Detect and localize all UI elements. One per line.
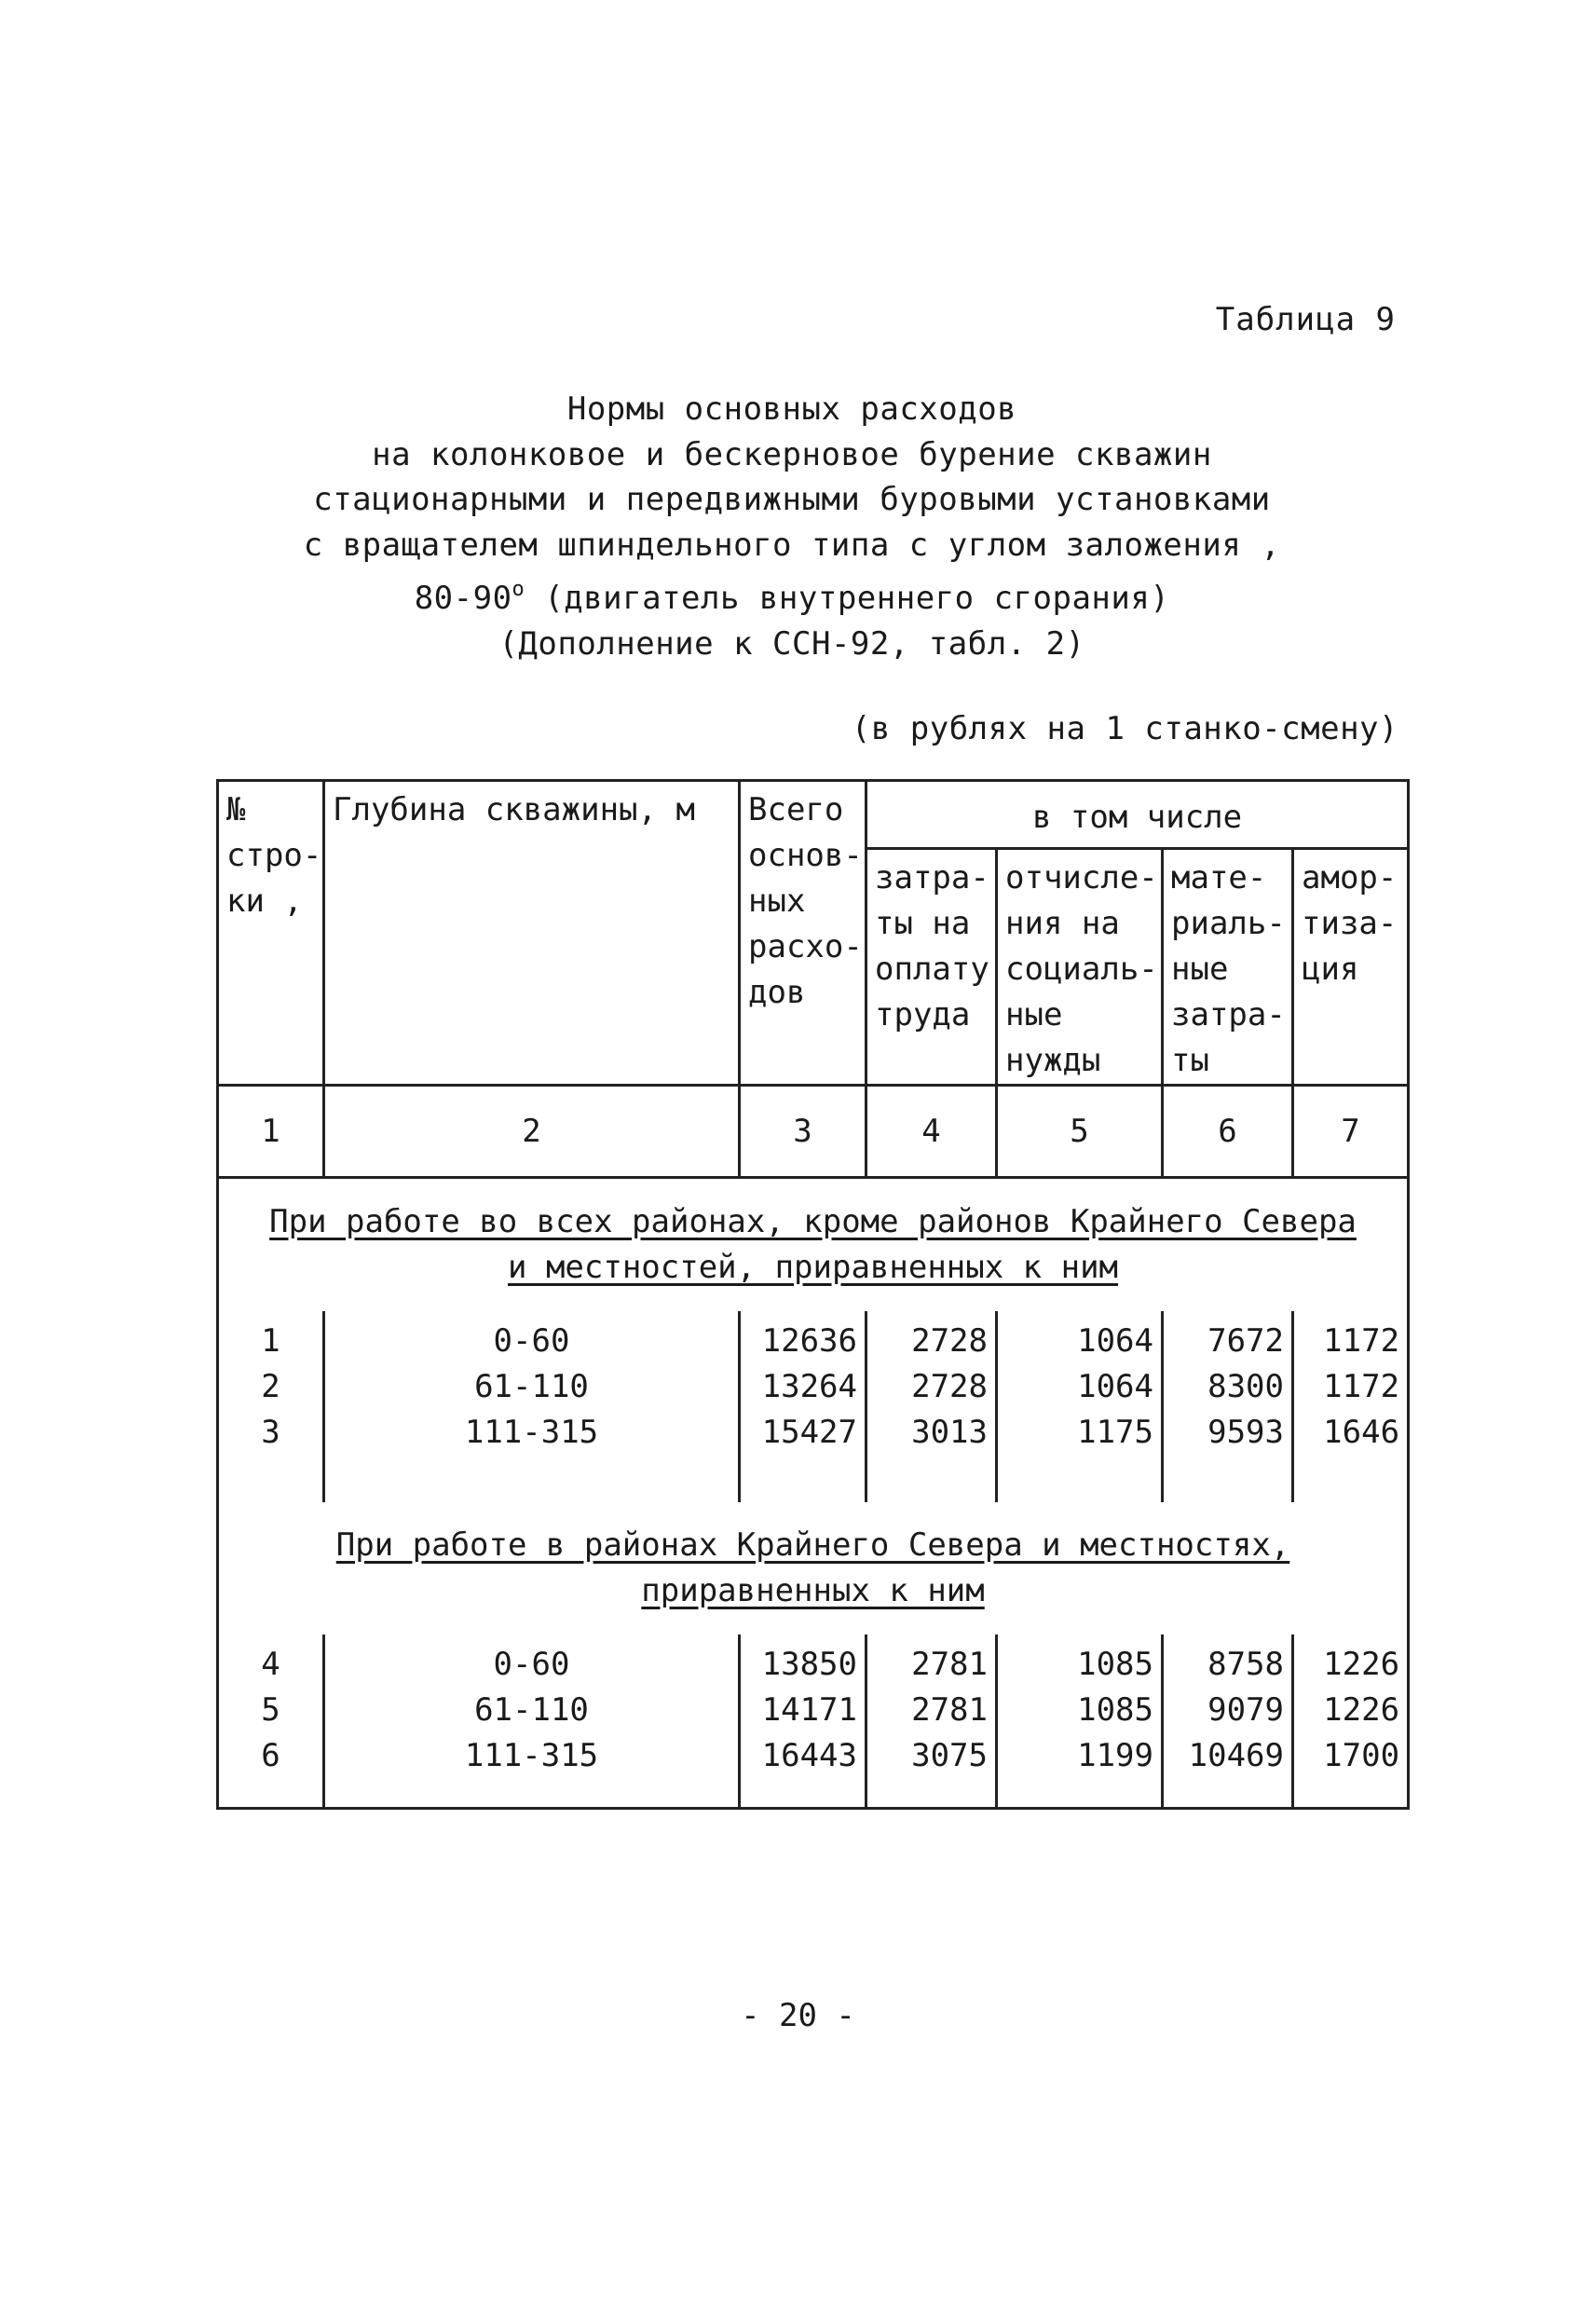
row-materials: 8300 (1163, 1364, 1293, 1410)
row-number: 1 (218, 1311, 324, 1364)
col-number-2: 2 (324, 1086, 740, 1178)
table-row (218, 1311, 1409, 1364)
header-social: отчисле- ния на социаль- ные нужды (997, 849, 1163, 1086)
row-number: 4 (218, 1635, 324, 1688)
section-title (218, 1178, 1409, 1312)
section-header-row (218, 1502, 1409, 1635)
row-materials: 9079 (1163, 1688, 1293, 1733)
row-materials: 7672 (1163, 1311, 1293, 1364)
section-title-line-1: При работе во всех районах, кроме районов Крайнего Севера (269, 1203, 1357, 1240)
table-row (218, 1364, 1409, 1410)
header-depth: Глубина скважины, м (324, 781, 740, 1086)
row-number: 6 (218, 1733, 324, 1809)
row-materials: 9593 (1163, 1410, 1293, 1502)
row-amortization: 1226 (1293, 1635, 1409, 1688)
units-note: (в рублях на 1 станко-смену) (851, 710, 1398, 747)
table-row (218, 1410, 1409, 1502)
table-row (218, 1688, 1409, 1733)
col-number-7: 7 (1293, 1086, 1409, 1178)
col-number-5: 5 (997, 1086, 1163, 1178)
row-amortization: 1700 (1293, 1733, 1409, 1809)
column-numbers-row (218, 1086, 1409, 1178)
title-line-6: (Дополнение к ССН-92, табл. 2) (498, 624, 1085, 663)
col-number-1: 1 (218, 1086, 324, 1178)
section-header-row (218, 1178, 1409, 1312)
row-social: 1175 (997, 1410, 1163, 1502)
title-line-4: с вращателем шпиндельного типа с углом заложения , (303, 526, 1281, 564)
row-amortization: 1172 (1293, 1311, 1409, 1364)
row-labor: 2728 (866, 1311, 997, 1364)
row-social: 1064 (997, 1311, 1163, 1364)
title-line-3: стационарными и передвижными буровыми установками (313, 481, 1271, 518)
row-depth: 111-315 (324, 1733, 740, 1809)
title-line-5 (280, 568, 1304, 622)
row-number: 3 (218, 1410, 324, 1502)
row-number: 5 (218, 1688, 324, 1733)
table-row (218, 1733, 1409, 1809)
row-total: 13264 (740, 1364, 866, 1410)
section-title-line-2: приравненных к ним (641, 1572, 985, 1609)
table-title (280, 387, 1304, 666)
row-amortization: 1172 (1293, 1364, 1409, 1410)
row-total: 12636 (740, 1311, 866, 1364)
row-social: 1085 (997, 1635, 1163, 1688)
section-title-line-1: При работе в районах Крайнего Севера и местностях, (335, 1526, 1290, 1564)
row-social: 1064 (997, 1364, 1163, 1410)
row-total: 16443 (740, 1733, 866, 1809)
row-depth: 0-60 (324, 1311, 740, 1364)
row-labor: 3075 (866, 1733, 997, 1809)
row-total: 15427 (740, 1410, 866, 1502)
header-amortization: амор- тиза- ция (1293, 849, 1409, 1086)
section-title-line-2: и местностей, приравненных к ним (508, 1249, 1119, 1286)
header-labor: затра- ты на оплату труда (866, 849, 997, 1086)
header-materials: мате- риаль- ные затра- ты (1163, 849, 1293, 1086)
degree-sup: о (512, 578, 525, 601)
row-total: 14171 (740, 1688, 866, 1733)
header-group-including: в том числе (866, 781, 1409, 849)
row-social: 1199 (997, 1733, 1163, 1809)
row-amortization: 1226 (1293, 1688, 1409, 1733)
row-labor: 2781 (866, 1635, 997, 1688)
title-line-5-rest: (двигатель внутреннего сгорания) (525, 580, 1170, 617)
section-title (218, 1502, 1409, 1635)
title-line-1: Нормы основных расходов (566, 390, 1017, 428)
row-labor: 2728 (866, 1364, 997, 1410)
row-number: 2 (218, 1364, 324, 1410)
col-number-6: 6 (1163, 1086, 1293, 1178)
table-label: Таблица 9 (1215, 301, 1396, 338)
row-materials: 8758 (1163, 1635, 1293, 1688)
title-line-2: на колонковое и бескерновое бурение скважин (372, 435, 1212, 473)
row-materials: 10469 (1163, 1733, 1293, 1809)
col-number-4: 4 (866, 1086, 997, 1178)
norms-table (216, 779, 1410, 1810)
row-depth: 61-110 (324, 1688, 740, 1733)
row-depth: 0-60 (324, 1635, 740, 1688)
row-social: 1085 (997, 1688, 1163, 1733)
table-row (218, 1635, 1409, 1688)
title-line-5-start: 80-90 (414, 580, 512, 617)
row-depth: 61-110 (324, 1364, 740, 1410)
row-depth: 111-315 (324, 1410, 740, 1502)
header-total: Всего основ- ных расхо- дов (740, 781, 866, 1086)
row-total: 13850 (740, 1635, 866, 1688)
header-row-number: № стро- ки , (218, 781, 324, 1086)
page-number: - 20 - (741, 1997, 855, 2034)
row-amortization: 1646 (1293, 1410, 1409, 1502)
row-labor: 3013 (866, 1410, 997, 1502)
header-row-1 (218, 781, 1409, 849)
col-number-3: 3 (740, 1086, 866, 1178)
row-labor: 2781 (866, 1688, 997, 1733)
